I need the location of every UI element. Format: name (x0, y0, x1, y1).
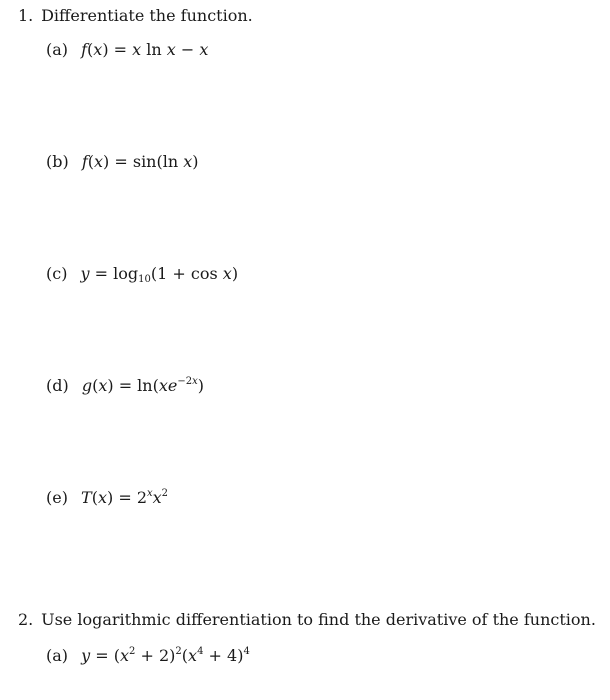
part-label: (d) (46, 376, 69, 395)
problem-1-part-b (46, 152, 199, 171)
part-label: (c) (46, 264, 68, 283)
part-label: (e) (46, 488, 68, 507)
problem-2-part-a (46, 646, 250, 665)
problem-1-part-d (46, 376, 204, 395)
part-label: (a) (46, 40, 69, 59)
problem-number: 2. (18, 610, 34, 629)
problem-instruction: Differentiate the function. (41, 6, 253, 25)
part-expression: $g(x) = \ln(xe^{-2x})$ (81, 376, 204, 395)
part-expression: $y = (x^2 + 2)^2(x^4 + 4)^4$ (81, 646, 250, 665)
part-expression: $y = \log_{10}(1 + \cos x)$ (80, 264, 239, 285)
problem-1-heading (18, 6, 253, 25)
part-label: (a) (46, 646, 69, 665)
part-expression: $T(x) = 2^xx^2$ (81, 488, 169, 507)
problem-1-part-a (46, 40, 208, 59)
part-expression: f(x) = x ln x − x (81, 40, 209, 59)
problem-1-part-c (46, 264, 238, 283)
part-expression: f(x) = sin(ln x) (81, 152, 199, 171)
problem-2-heading (18, 610, 596, 629)
problem-number: 1. (18, 6, 34, 25)
problem-1-part-e (46, 488, 168, 507)
problem-instruction: Use logarithmic differentiation to find the derivative of the function. (41, 610, 596, 629)
part-label: (b) (46, 152, 69, 171)
